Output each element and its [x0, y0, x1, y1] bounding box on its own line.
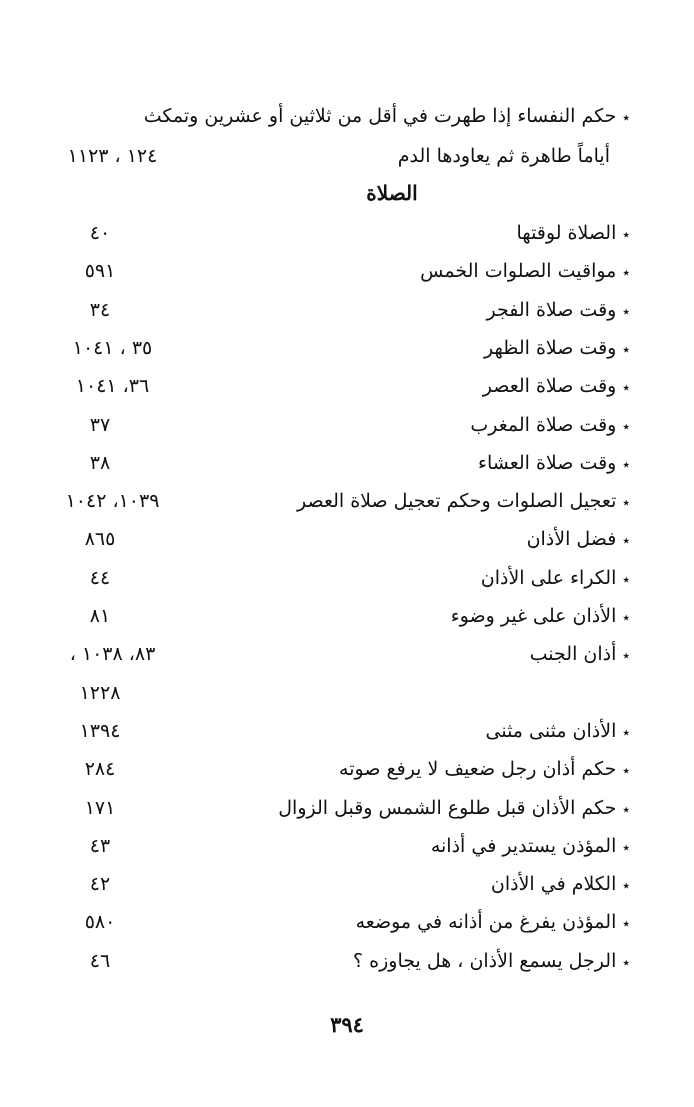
- entry-pages: ٤٤: [89, 567, 111, 589]
- star-bullet-icon: ٭: [622, 342, 630, 358]
- entry-pages: ٨١: [89, 605, 111, 627]
- entry-text: ٭الأذان مثنى مثنى: [485, 720, 630, 742]
- index-entry: [40, 867, 630, 901]
- entry-text: ٭حكم الأذان قبل طلوع الشمس وقبل الزوال: [278, 797, 630, 819]
- entry-text: ٭حكم النفساء إذا طهرت في أقل من ثلاثين أو عشرين وتمكث: [143, 105, 630, 127]
- index-entry: [40, 369, 630, 403]
- entry-text: ٭أذان الجنب: [529, 643, 630, 665]
- star-bullet-icon: ٭: [622, 916, 630, 932]
- entry-text: ٭مواقيت الصلوات الخمس: [420, 260, 630, 282]
- entry-pages: ٥٨٠: [84, 911, 116, 933]
- index-entry-line: [40, 99, 630, 133]
- star-bullet-icon: ٭: [622, 878, 630, 894]
- star-bullet-icon: ٭: [622, 610, 630, 626]
- index-entry: [40, 331, 630, 365]
- entry-text: ٭الكراء على الأذان: [480, 567, 630, 589]
- entry-text: ٭المؤذن يستدير في أذانه: [430, 835, 630, 857]
- star-bullet-icon: ٭: [622, 648, 630, 664]
- star-bullet-icon: ٭: [622, 725, 630, 741]
- entry-pages: ٣٦، ١٠٤١: [75, 375, 150, 397]
- index-entry: [40, 522, 630, 556]
- entry-text: ٭وقت صلاة العشاء: [478, 452, 630, 474]
- star-bullet-icon: ٭: [622, 802, 630, 818]
- entry-pages: ١٢٢٨: [79, 682, 121, 704]
- entry-pages: ٢٨٤: [84, 758, 116, 780]
- star-bullet-icon: ٭: [622, 840, 630, 856]
- index-entry: [40, 791, 630, 825]
- entry-text: أياماً طاهرة ثم يعاودها الدم: [397, 145, 610, 167]
- star-bullet-icon: ٭: [622, 227, 630, 243]
- star-bullet-icon: ٭: [622, 419, 630, 435]
- index-entry: [40, 484, 630, 518]
- star-bullet-icon: ٭: [622, 763, 630, 779]
- entry-pages: ٤٣: [89, 835, 111, 857]
- index-entry: [40, 944, 630, 978]
- entry-pages: ٣٥ ، ١٠٤١: [72, 337, 153, 359]
- entry-pages: ١٣٩٤: [79, 720, 121, 742]
- entry-pages: ١٧١: [84, 797, 116, 819]
- entry-text: ٭حكم أذان رجل ضعيف لا يرفع صوته: [339, 758, 630, 780]
- entry-pages: ٣٨: [89, 452, 111, 474]
- entry-text: ٭الرجل يسمع الأذان ، هل يجاوزه ؟: [353, 950, 630, 972]
- page-number: ٣٩٤: [330, 1012, 364, 1037]
- entry-pages: ٨٣، ١٠٣٨ ،: [69, 643, 156, 665]
- star-bullet-icon: ٭: [622, 955, 630, 971]
- entry-pages: ٥٩١: [84, 260, 116, 282]
- star-bullet-icon: ٭: [622, 380, 630, 396]
- entry-pages: ١٠٣٩، ١٠٤٢: [65, 490, 160, 512]
- entry-text: ٭وقت صلاة الفجر: [486, 299, 630, 321]
- index-entry: [40, 637, 630, 671]
- index-entry: [40, 446, 630, 480]
- entry-text: ٭وقت صلاة الظهر: [484, 337, 630, 359]
- entry-text: ٭تعجيل الصلوات وحكم تعجيل صلاة العصر: [296, 490, 630, 512]
- index-entry: [40, 254, 630, 288]
- star-bullet-icon: ٭: [622, 110, 630, 126]
- star-bullet-icon: ٭: [622, 265, 630, 281]
- entry-text: ٭الأذان على غير وضوء: [450, 605, 630, 627]
- index-entry: [40, 829, 630, 863]
- entry-text: ٭وقت صلاة المغرب: [470, 414, 630, 436]
- entry-text: ٭الصلاة لوقتها: [516, 222, 630, 244]
- entry-pages: ١٢٤ ، ١١٢٣: [67, 145, 158, 167]
- index-entry: [40, 408, 630, 442]
- index-entry: [40, 752, 630, 786]
- star-bullet-icon: ٭: [622, 457, 630, 473]
- section-title: الصلاة: [366, 181, 418, 205]
- index-entry: [40, 293, 630, 327]
- star-bullet-icon: ٭: [622, 304, 630, 320]
- entry-text: ٭الكلام في الأذان: [490, 873, 630, 895]
- entry-text: ٭المؤذن يفرغ من أذانه في موضعه: [355, 911, 630, 933]
- index-entry: [40, 599, 630, 633]
- entry-pages: ٣٤: [89, 299, 111, 321]
- entry-pages: ٤٦: [89, 950, 111, 972]
- index-entry: [40, 714, 630, 748]
- index-entry-line: [40, 139, 630, 173]
- entry-text: ٭فضل الأذان: [526, 528, 630, 550]
- index-entry: [40, 561, 630, 595]
- index-entry: [40, 676, 630, 710]
- star-bullet-icon: ٭: [622, 495, 630, 511]
- entry-pages: ٤٢: [89, 873, 111, 895]
- entry-pages: ٨٦٥: [84, 528, 116, 550]
- star-bullet-icon: ٭: [622, 572, 630, 588]
- entry-pages: ٣٧: [89, 414, 111, 436]
- entry-text: ٭وقت صلاة العصر: [482, 375, 630, 397]
- index-entry: [40, 216, 630, 250]
- section-title-row: [0, 176, 694, 210]
- entry-pages: ٤٠: [89, 222, 111, 244]
- star-bullet-icon: ٭: [622, 533, 630, 549]
- index-entry: [40, 905, 630, 939]
